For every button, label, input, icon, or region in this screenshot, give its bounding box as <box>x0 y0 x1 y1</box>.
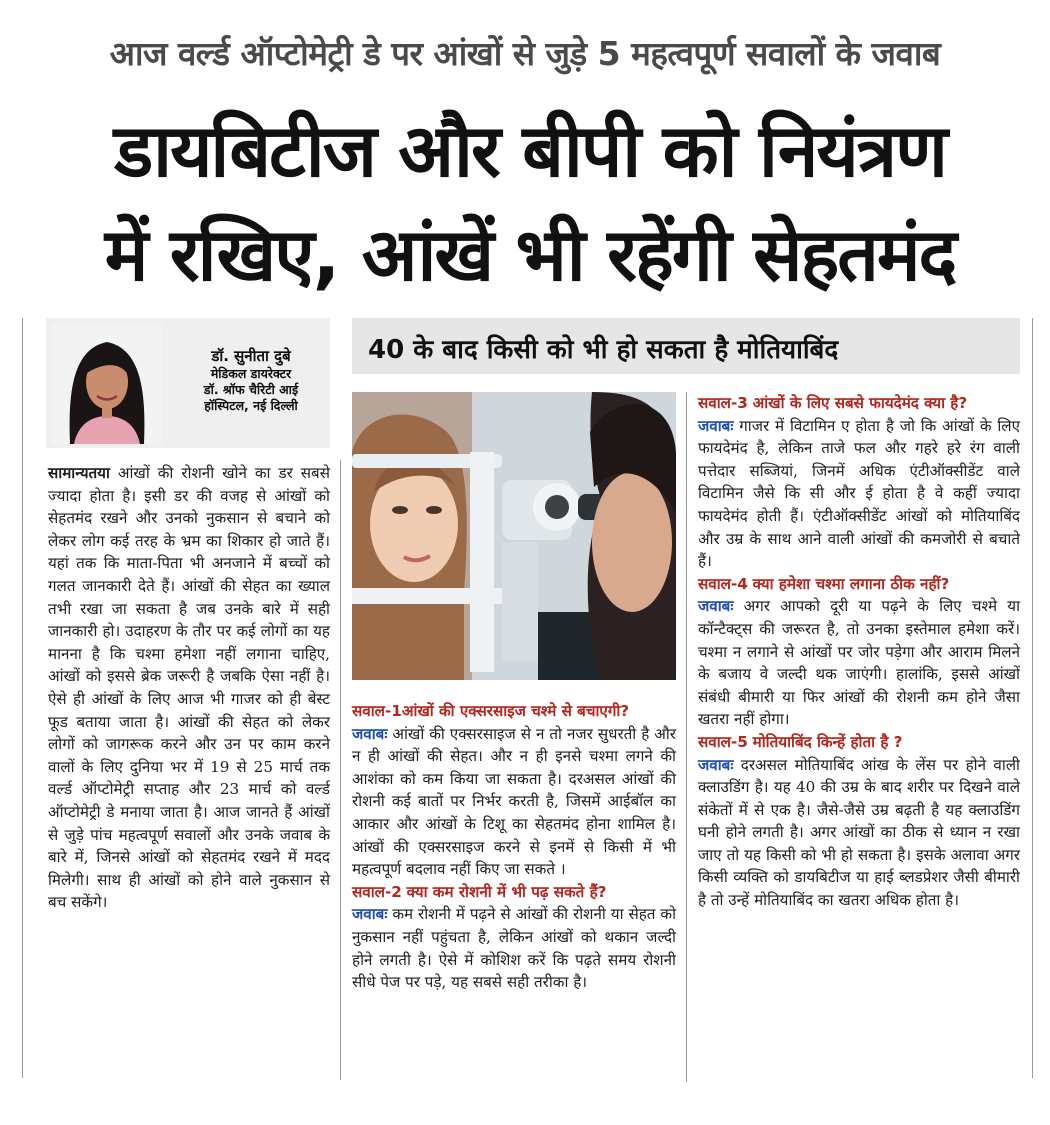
question-1-label: सवाल-1 <box>352 702 402 720</box>
question-5-text: मोतियाबिंद किन्हें होता है ? <box>752 732 903 751</box>
answer-2-text: कम रोशनी में पढ़ने से आंखों की रोशनी या सेहत को नुकसान नहीं पहुंचता है, लेकिन आंखों को थकान जल्दी होने लगती है। ऐसे में कोशिश करें कि पढ़ते समय रोशनी सीधे पेज पर पड़े, यह सबसे सही तरीका है। <box>352 905 677 992</box>
column-rule-2 <box>686 392 687 1082</box>
answer-5-label: जवाबः <box>698 755 734 774</box>
column-rule-1 <box>340 460 341 1080</box>
headline <box>40 100 1020 308</box>
question-2-label: सवाल-2 <box>352 882 402 901</box>
author-credit <box>176 346 326 414</box>
question-4-text: क्या हमेशा चश्मा लगाना ठीक नहीं? <box>752 574 950 593</box>
question-2-text: क्या कम रोशनी में भी पढ़ सकते हैं? <box>406 882 607 901</box>
headline-line-2: में रखिए, आंखें भी रहेंगी सेहतमंद <box>104 213 956 298</box>
intro-lead: सामान्यतया <box>48 464 110 482</box>
column-rule-left <box>22 318 23 1078</box>
intro-column <box>48 462 330 914</box>
answer-3-label: जवाबः <box>698 416 734 435</box>
eye-exam-photo <box>352 392 676 680</box>
author-photo <box>52 324 162 444</box>
subhead: 40 के बाद किसी को भी हो सकता है मोतियाबिंद <box>368 335 839 365</box>
question-3-text: आंखों के लिए सबसे फायदेमंद क्या है? <box>752 394 968 412</box>
qa-item-4 <box>698 573 1020 731</box>
answer-2-label: जवाबः <box>352 905 388 924</box>
headline-line-1: डायबिटीज और बीपी को नियंत्रण <box>114 109 946 194</box>
answer-3-text: गाजर में विटामिन ए होता है जो कि आंखों के लिए फायदेमंद है, लेकिन ताजे फल और गहरे हरे रंग वाली पत्तेदार सब्जियां, जिनमें अधिक एंटीऑक्सीडेंट वाले विटामिन जैसे कि सी और ई होता है वे कहीं ज्यादा फायदेमंद होती हैं। एंटीऑक्सीडेंट आंखों को मोतियाबिंद और उम्र के साथ आने वाली आंखों की कमजोरी से बचाते हैं। <box>698 416 1021 571</box>
intro-text: आंखों की रोशनी खोने का डर सबसे ज्यादा होता है। इसी डर की वजह से आंखों को सेहतमंद रखने और उनको नुकसान से बचाने को लेकर लोग कई तरह के भ्रम का शिकार हो जाते हैं। यहां तक कि माता-पिता भी अनजाने में बच्चों को गलत जानकारी देते हैं। आंखों की सेहत का ख्याल तभी रखा जा सकता है जब उनके बारे में सही जानकारी हो। उदाहरण के तौर पर कई लोगों का यह मानना है कि चश्मा हमेशा नहीं लगाना चाहिए, आंखों को इससे ब्रेक जरूरी है जबकि ऐसा नहीं है। ऐसे ही आंखों के लिए आज भी गाजर को ही बेस्ट फूड बताया जाता है। आंखों की सेहत को लेकर लोगों को जागरूक करने और उन पर काम करने वालों के लिए दुनिया भर में 19 से 25 मार्च तक वर्ल्ड ऑप्टोमेट्री सप्ताह और 23 मार्च को वर्ल्ड ऑप्टोमेट्री डे मनाया जाता है। आज जानते हैं आंखों से जुड़े पांच महत्वपूर्ण सवालों और उनके जवाब के बारे में, जिनसे आंखों को सेहतमंद रखने में मदद मिलेगी। साथ ही आंखों को होने वाले नुकसान से बच सकेंगे। <box>48 464 330 912</box>
qa-item-3 <box>698 392 1020 573</box>
qa-column-2 <box>352 700 676 994</box>
author-portrait-image <box>52 324 162 444</box>
qa-item-2 <box>352 881 676 994</box>
question-3-label: सवाल-3 <box>698 394 748 412</box>
author-hospital-line-2: हॉस्पिटल, नई दिल्ली <box>204 398 298 413</box>
author-hospital-line-1: डॉ. श्रॉफ चैरिटी आई <box>203 382 299 397</box>
answer-1-text: आंखों की एक्सरसाइज से न तो नजर सुधरती है और न ही आंखों की सेहत। और न ही इनसे चश्मा लगने की आशंका को कम किया जा सकता है। दरअसल आंखों की रोशनी कई बातों पर निर्भर करती है, जिसमें आईबॉल का आकार और आंखों के टिशू का सेहतमंद होना शामिल है। आंखों की एक्सरसाइज करने से इनमें से किसी में भी महत्वपूर्ण बदलाव नहीं किए जा सकते । <box>352 724 677 879</box>
author-box <box>46 318 330 448</box>
eye-exam-image <box>352 392 676 680</box>
author-role: मेडिकल डायरेक्टर <box>210 366 292 381</box>
kicker: आज वर्ल्ड ऑप्टोमेट्री डे पर आंखों से जुड़े 5 महत्वपूर्ण सवालों के जवाब <box>109 34 941 73</box>
subhead-band <box>352 318 1020 374</box>
question-4-label: सवाल-4 <box>698 574 748 593</box>
qa-item-1 <box>352 700 676 881</box>
author-name: डॉ. सुनीता दुबे <box>211 347 291 365</box>
column-rule-right <box>1032 318 1033 1078</box>
answer-4-text: अगर आपको दूरी या पढ़ने के लिए चश्मे या कॉन्टैक्ट्स की जरूरत है, तो उनका इस्तेमाल हमेशा करें। चश्मा न लगाने से आंखों पर जोर पड़ेगा और आराम मिलने के बजाय वे जल्दी थक जाएंगी। हालांकि, इससे आंखों संबंधी बीमारी या फिर आंखों की रोशनी कम होने जैसा खतरा नहीं होगा। <box>698 597 1021 729</box>
qa-column-3 <box>698 392 1020 912</box>
intro-paragraph <box>48 462 330 914</box>
answer-1-label: जवाबः <box>352 724 388 743</box>
qa-item-5 <box>698 731 1020 912</box>
question-1-text: आंखों की एक्सरसाइज चश्मे से बचाएगी? <box>401 702 630 720</box>
answer-5-text: दरअसल मोतियाबिंद आंख के लेंस पर होने वाली क्लाउडिंग है। यह 40 की उम्र के बाद शरीर पर दिखने वाले संकेतों में से एक है। जैसे-जैसे उम्र बढ़ती है यह क्लाउडिंग घनी होने लगती है। अगर आंखों का ठीक से ध्यान न रखा जाए तो यह किसी को भी हो सकता है। इसके अलावा अगर किसी व्यक्ति को डायबिटीज या हाई ब्लडप्रेशर जैसी बीमारी है तो उन्हें मोतियाबिंद का खतरा अधिक होता है। <box>698 755 1020 910</box>
question-5-label: सवाल-5 <box>698 732 748 751</box>
answer-4-label: जवाबः <box>698 597 734 616</box>
